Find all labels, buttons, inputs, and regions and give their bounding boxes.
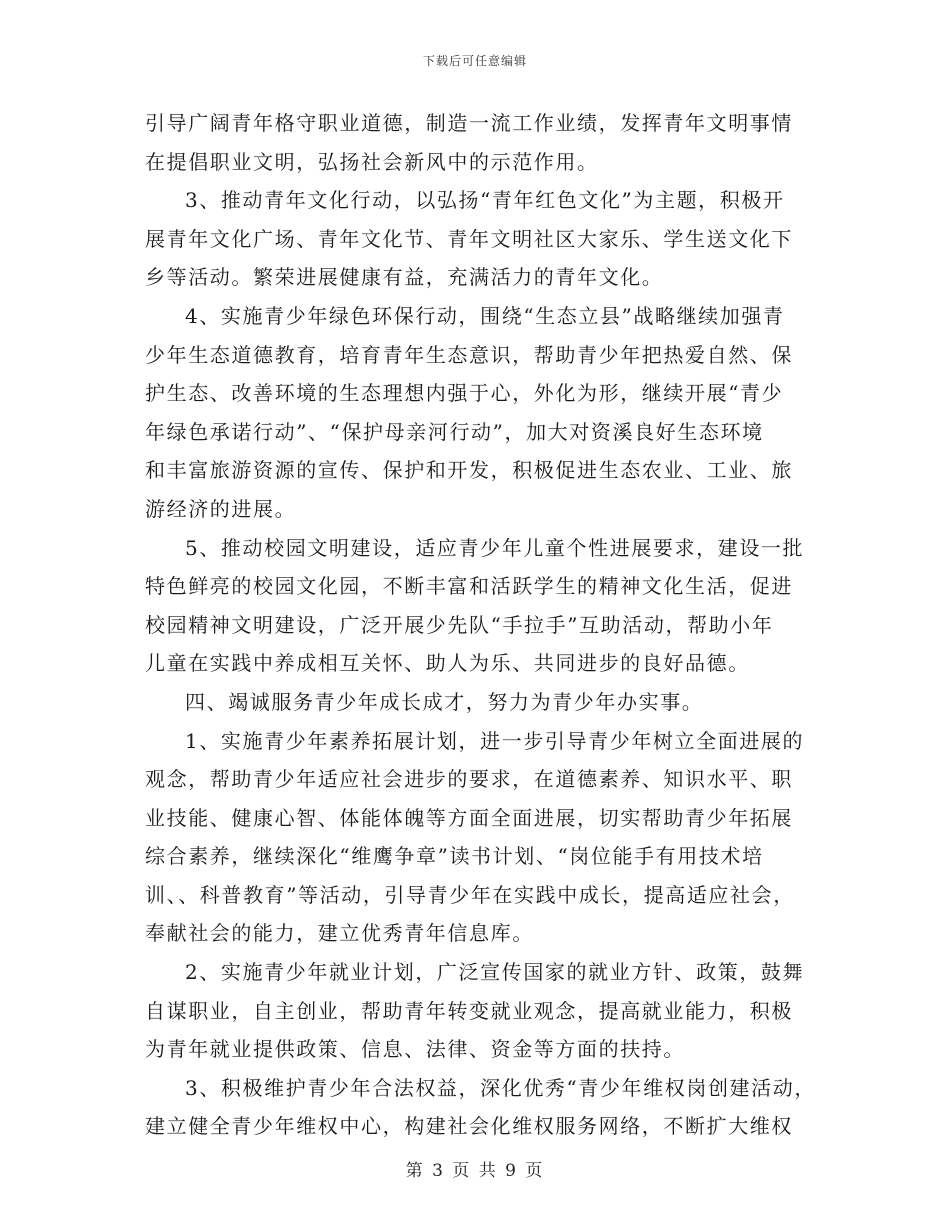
- paragraph-line: 3、推动青年文化行动，以弘扬“青年红色文化”为主题，积极开: [185, 188, 785, 213]
- paragraph-line: 自谋职业，自主创业，帮助青年转变就业观念，提高就业能力，积极: [145, 998, 793, 1023]
- paragraph-line: 观念，帮助青少年适应社会进步的要求，在道德素养、知识水平、职: [145, 767, 793, 792]
- paragraph-line: 奉献社会的能力，建立优秀青年信息库。: [145, 921, 534, 946]
- paragraph-line: 建立健全青少年维权中心，构建社会化维权服务网络，不断扩大维权: [145, 1114, 793, 1139]
- page-number: 第 3 页 共 9 页: [405, 1161, 545, 1181]
- paragraph-line: 1、实施青少年素养拓展计划，进一步引导青少年树立全面进展的: [185, 728, 805, 753]
- paragraph-line: 训、、科普教育”等活动，引导青少年在实践中成长，提高适应社会，: [145, 882, 795, 907]
- paragraph-line: 2、实施青少年就业计划，广泛宣传国家的就业方针、政策，鼓舞: [185, 960, 805, 985]
- paragraph-line: 4、实施青少年绿色环保行动，围绕“生态立县”战略继续加强青: [185, 303, 785, 328]
- paragraph-line: 5、推动校园文明建设，适应青少年儿童个性进展要求，建设一批: [185, 535, 805, 560]
- paragraph-line: 护生态、改善环境的生态理想内强于心，外化为形，继续开展“青少: [145, 381, 784, 406]
- paragraph-line: 特色鲜亮的校园文化园，不断丰富和活跃学生的精神文化生活，促进: [145, 574, 793, 599]
- paragraph-line: 展青年文化广场、青年文化节、青年文明社区大家乐、学生送文化下: [145, 226, 793, 251]
- paragraph-line: 为青年就业提供政策、信息、法律、资金等方面的扶持。: [145, 1037, 685, 1062]
- paragraph-line: 业技能、健康心智、体能体魄等方面全面进展，切实帮助青少年拓展: [145, 805, 793, 830]
- paragraph-line: 综合素养，继续深化“维鹰争章”读书计划、“岗位能手有用技术培: [145, 844, 764, 869]
- section-heading: 四、竭诚服务青少年成长成才，努力为青少年办实事。: [185, 689, 704, 714]
- paragraph-line: 和丰富旅游资源的宣传、保护和开发，积极促进生态农业、工业、旅: [145, 458, 793, 483]
- paragraph-line: 引导广阔青年格守职业道德，制造一流工作业绩，发挥青年文明事情: [145, 111, 793, 135]
- paragraph-line: 校园精神文明建设，广泛开展少先队“手拉手”互助活动，帮助小年: [145, 612, 774, 637]
- page-header: 下载后可任意编辑: [422, 54, 527, 68]
- paragraph-line: 在提倡职业文明，弘扬社会新风中的示范作用。: [145, 149, 599, 174]
- paragraph-line: 3、积极维护青少年合法权益，深化优秀“青少年维权岗创建活动，: [185, 1075, 816, 1100]
- paragraph-line: 儿童在实践中养成相互关怀、助人为乐、共同进步的良好品德。: [145, 651, 750, 676]
- paragraph-line: 乡等活动。繁荣进展健康有益，充满活力的青年文化。: [145, 265, 664, 290]
- paragraph-line: 少年生态道德教育，培育青年生态意识，帮助青少年把热爱自然、保: [145, 342, 793, 367]
- paragraph-line: 游经济的进展。: [145, 496, 297, 521]
- paragraph-line: 年绿色承诺行动”、“保护母亲河行动”，加大对资溪良好生态环境: [145, 419, 764, 444]
- document-body: [145, 104, 820, 1146]
